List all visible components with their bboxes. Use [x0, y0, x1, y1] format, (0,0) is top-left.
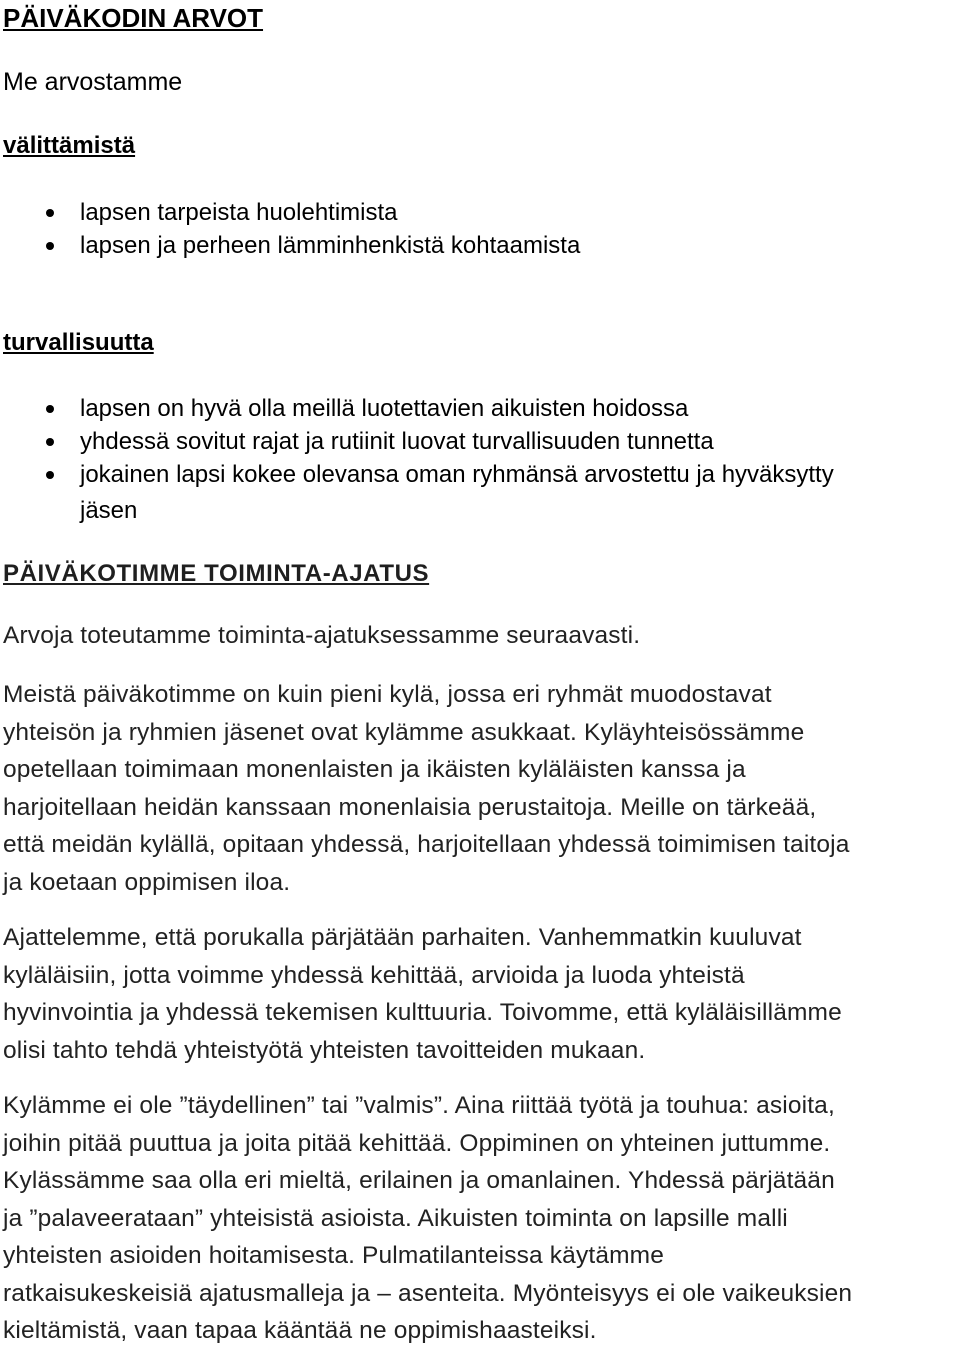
paragraph-line: Ajattelemme, että porukalla pärjätään parhaiten. Vanhemmatkin kuuluvat	[3, 924, 802, 951]
paragraph-line: harjoitellaan heidän kanssaan monenlaisia perustaitoja. Meille on tärkeää,	[3, 793, 817, 821]
paragraph-line: hyvinvointia ja yhdessä tekemisen kulttuuria. Toivomme, että kyläläisillämme	[3, 999, 842, 1026]
list-item-continuation: jäsen	[80, 497, 138, 524]
paragraph-line: että meidän kylällä, opitaan yhdessä, harjoitellaan yhdessä toimimisen taitoja	[3, 831, 850, 858]
list-item: lapsen on hyvä olla meillä luotettavien aikuisten hoidossa	[0, 392, 834, 425]
paragraph-1	[3, 617, 958, 655]
paragraph-line: olisi tahto tehdä yhteistyötä yhteisten tavoitteiden mukaan.	[3, 1036, 646, 1064]
paragraph-line: kyläläisiin, jotta voimme yhdessä kehittää, arvioida ja luoda yhteistä	[3, 961, 745, 989]
bullet-list-turvallisuutta	[0, 392, 834, 491]
section-heading-valittamista: välittämistä	[3, 132, 136, 159]
bullet-list-valittamista	[0, 196, 580, 262]
section-heading-turvallisuutta: turvallisuutta	[3, 329, 154, 356]
paragraph-line: kieltämistä, vaan tapaa kääntää ne oppimishaasteiksi.	[3, 1317, 597, 1344]
paragraph-line: Kylämme ei ole ”täydellinen” tai ”valmis”. Aina riittää työtä ja touhua: asioita,	[3, 1092, 835, 1119]
paragraph-line: ratkaisukeskeisiä ajatusmalleja ja – asenteita. Myönteisyys ei ole vaikeuksien	[3, 1279, 853, 1307]
paragraph-line: ja koetaan oppimisen iloa.	[3, 868, 291, 896]
list-item: lapsen ja perheen lämminhenkistä kohtaamista	[0, 229, 580, 262]
paragraph-line: yhteisten asioiden hoitamisesta. Pulmatilanteissa käytämme	[3, 1242, 664, 1269]
mission-heading: PÄIVÄKOTIMME TOIMINTA-AJATUS	[3, 560, 430, 587]
list-item: yhdessä sovitut rajat ja rutiinit luovat turvallisuuden tunnetta	[0, 425, 834, 458]
list-item: jokainen lapsi kokee olevansa oman ryhmänsä arvostettu ja hyväksytty	[0, 458, 834, 491]
document-title: PÄIVÄKODIN ARVOT	[3, 3, 264, 33]
paragraph-line: Arvoja toteutamme toiminta-ajatuksessamme seuraavasti.	[3, 622, 641, 649]
paragraph-line: opetellaan toimimaan monenlaisten ja ikäisten kyläläisten kanssa ja	[3, 756, 746, 783]
paragraph-line: Kylässämme saa olla eri mieltä, erilainen ja omanlainen. Yhdessä pärjätään	[3, 1167, 835, 1194]
paragraph-3	[3, 919, 958, 1069]
intro-text: Me arvostamme	[3, 68, 183, 96]
paragraph-2	[3, 676, 958, 901]
paragraph-line: joihin pitää puuttua ja joita pitää kehittää. Oppiminen on yhteinen juttumme.	[3, 1129, 831, 1157]
paragraph-line: ja ”palaveerataan” yhteisistä asioista. Aikuisten toiminta on lapsille malli	[3, 1204, 788, 1232]
paragraph-line: yhteisön ja ryhmien jäsenet ovat kylämme asukkaat. Kyläyhteisössämme	[3, 718, 805, 746]
paragraph-4	[3, 1087, 958, 1350]
list-item: lapsen tarpeista huolehtimista	[0, 196, 580, 229]
paragraph-line: Meistä päiväkotimme on kuin pieni kylä, jossa eri ryhmät muodostavat	[3, 681, 772, 708]
